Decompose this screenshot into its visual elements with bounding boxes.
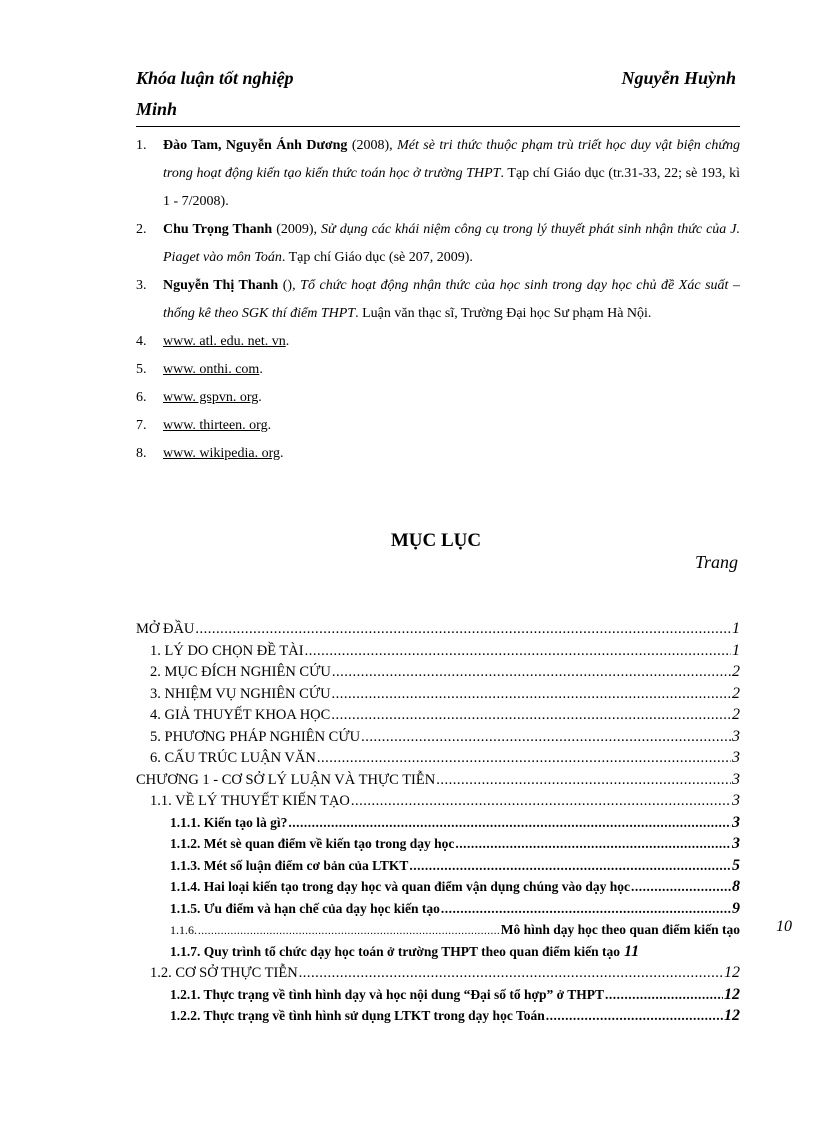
toc-entry[interactable]	[136, 769, 740, 791]
toc-entry[interactable]	[136, 941, 740, 963]
toc-entry[interactable]	[136, 919, 740, 941]
reference-punct: .	[259, 362, 263, 377]
reference-title: Sử dụng các khái niệm công cụ trong lý thuyết phát sinh nhận thức của J. Piaget vào môn Toán	[163, 222, 741, 265]
reference-item	[136, 132, 740, 216]
header-author-name-cont: Minh	[136, 99, 178, 119]
toc-entry-page: 3	[732, 813, 740, 831]
toc-entry[interactable]	[136, 790, 740, 812]
toc-entry-label: 1.1.2. Mét sè quan điểm về kiến tạo trong dạy học	[170, 836, 455, 851]
toc-entry[interactable]	[136, 984, 740, 1006]
toc-entry[interactable]	[136, 683, 740, 705]
toc-entry-label: 4. GIẢ THUYẾT KHOA HỌC	[150, 707, 331, 723]
toc-entry-label: 5. PHƯƠNG PHÁP NGHIÊN CỨU	[150, 728, 361, 745]
reference-item	[136, 440, 740, 468]
toc-entry-label: 1.1.4. Hai loại kiến tạo trong dạy học và quan điểm vận dụng chúng vào dạy học	[170, 879, 630, 894]
header-thesis-label: Khóa luận tốt nghiệp	[136, 68, 294, 88]
toc-entry-label: 1.2.2. Thực trạng về tình hình sử dụng LTKT trong dạy học Toán	[170, 1008, 545, 1023]
toc-leader	[331, 705, 731, 727]
toc-entry-label: MỞ ĐẦU	[136, 621, 195, 637]
toc-entry-page: 3	[732, 770, 740, 788]
toc-entry-page: 3	[732, 835, 740, 852]
toc-entry-page: 8	[732, 878, 740, 895]
toc-entry[interactable]	[136, 1005, 740, 1027]
toc-leader	[436, 770, 731, 792]
toc-leader	[332, 662, 731, 684]
reference-authors: Đào Tam, Nguyễn Ánh Dương	[163, 138, 348, 153]
toc-entry-page: 12	[724, 1007, 740, 1024]
toc-leader	[332, 684, 731, 706]
reference-punct: .	[280, 446, 284, 461]
toc-leader	[305, 641, 731, 663]
toc-page-column-label: Trang	[694, 552, 738, 572]
toc-leader	[605, 984, 723, 1006]
reference-item	[136, 384, 740, 412]
toc-entry-label: 1.1.7. Quy trình tổ chức dạy học toán ở trường THPT theo quan điểm kiến tạo	[170, 943, 620, 959]
toc-entry[interactable]	[136, 812, 740, 834]
reference-year: (2009),	[272, 222, 322, 237]
reference-authors: Nguyễn Thị Thanh	[163, 278, 279, 293]
toc-leader	[409, 855, 731, 877]
header-divider	[136, 126, 740, 127]
toc-entry-label: 1.2.1. Thực trạng về tình hình dạy và học nội dung “Đại số tổ hợp” ở THPT	[170, 986, 605, 1002]
reference-list	[136, 132, 740, 468]
table-of-contents	[136, 618, 740, 1027]
reference-number: 8.	[136, 446, 147, 461]
reference-item	[136, 412, 740, 440]
toc-entry[interactable]	[136, 640, 740, 662]
header-author-name: Nguyễn Huỳnh	[621, 68, 736, 88]
toc-entry-label: 1.1.1. Kiến tạo là gì?	[170, 814, 288, 830]
reference-authors: Chu Trọng Thanh	[163, 222, 273, 237]
toc-entry-label: 1.2. CƠ SỞ THỰC TIỄN	[150, 965, 298, 981]
toc-entry-page: 12	[724, 964, 740, 981]
toc-entry[interactable]	[136, 618, 740, 640]
reference-item	[136, 356, 740, 384]
toc-leader	[631, 876, 731, 898]
toc-entry[interactable]	[136, 962, 740, 984]
toc-entry-label: 3. NHIỆM VỤ NGHIÊN CỨU	[150, 685, 331, 702]
reference-number: 6.	[136, 390, 147, 405]
reference-source: . Luận văn thạc sĩ, Trường Đại học Sư phạm Hà Nội.	[355, 306, 652, 321]
reference-number: 4.	[136, 334, 147, 349]
toc-entry-label: 1.1.5. Ưu điểm và hạn chế của dạy học kiến tạo	[170, 900, 440, 916]
reference-link[interactable]: www. onthi. com	[163, 362, 260, 377]
toc-leader	[361, 727, 731, 749]
toc-leader	[546, 1005, 723, 1027]
toc-leader	[317, 748, 731, 770]
reference-number: 5.	[136, 362, 147, 377]
toc-leader	[198, 921, 500, 943]
toc-entry-page: 12	[724, 985, 740, 1003]
toc-entry[interactable]	[136, 855, 740, 877]
reference-title: Tổ chức hoạt động nhận thức của học sinh trong dạy học chủ đề Xác suất – thống kê theo SGK thí điểm THPT	[163, 278, 741, 321]
reference-title: Mét sè tri thức thuộc phạm trù triết học duy vật biện chứng trong hoạt động kiến tạo kiến thức toán học ở trường THPT	[163, 138, 741, 181]
toc-entry-page: 3	[732, 749, 740, 766]
toc-leader	[455, 833, 731, 855]
reference-number: 2.	[136, 222, 147, 237]
toc-leader	[351, 791, 731, 813]
toc-entry-page: 2	[732, 684, 740, 702]
toc-entry[interactable]	[136, 704, 740, 726]
reference-year: (2008),	[347, 138, 398, 153]
toc-entry-page: 9	[732, 899, 740, 917]
reference-number: 7.	[136, 418, 147, 433]
reference-link[interactable]: www. atl. edu. net. vn	[163, 334, 286, 349]
reference-item	[136, 328, 740, 356]
toc-entry-label: 1.1.6.	[170, 923, 197, 937]
reference-number: 3.	[136, 278, 147, 293]
toc-entry-page: 11	[623, 942, 640, 960]
reference-punct: .	[285, 334, 290, 349]
toc-entry[interactable]	[136, 898, 740, 920]
reference-year: (),	[278, 278, 301, 293]
reference-punct: .	[258, 390, 262, 405]
reference-item	[136, 216, 740, 272]
toc-entry-label: CHƯƠNG 1 - CƠ SỞ LÝ LUẬN VÀ THỰC TIỄN	[136, 771, 436, 788]
reference-source: . Tạp chí Giáo dục (tr.31-33, 22; sè 193, kì 1 - 7/2008).	[163, 166, 741, 209]
toc-entry-page: 5	[732, 856, 740, 874]
reference-item	[136, 272, 740, 328]
toc-entry[interactable]	[136, 833, 740, 855]
toc-title: MỤC LỤC	[390, 530, 482, 551]
toc-entry-label: 1. LÝ DO CHỌN ĐỀ TÀI	[150, 642, 304, 659]
toc-entry[interactable]	[136, 726, 740, 748]
toc-entry-page: 1	[732, 620, 740, 637]
toc-entry[interactable]	[136, 747, 740, 769]
toc-leader	[195, 619, 731, 641]
toc-entry-page: 1	[732, 641, 740, 659]
toc-leader	[299, 963, 723, 985]
toc-stray-page-number: 10	[776, 918, 792, 935]
reference-link[interactable]: www. gspvn. org	[163, 390, 259, 405]
reference-number: 1.	[136, 138, 147, 153]
toc-leader	[288, 812, 731, 834]
toc-entry-page: 3	[732, 792, 740, 809]
reference-link[interactable]: www. thirteen. org	[163, 418, 268, 433]
toc-entry-label: 1.1.3. Mét số luận điểm cơ bản của LTKT	[170, 857, 409, 873]
toc-entry[interactable]	[136, 876, 740, 898]
reference-punct: .	[267, 418, 272, 433]
toc-entry-page: 2	[732, 706, 740, 723]
toc-entry[interactable]	[136, 661, 740, 683]
toc-entry-label: 1.1. VỀ LÝ THUYẾT KIẾN TẠO	[150, 793, 350, 809]
toc-entry-label: 6. CẤU TRÚC LUẬN VĂN	[150, 750, 316, 766]
toc-entry-label: 2. MỤC ĐÍCH NGHIÊN CỨU	[150, 664, 331, 680]
reference-source: . Tạp chí Giáo dục (sè 207, 2009).	[281, 250, 473, 265]
toc-entry-label-continued: Mô hình dạy học theo quan điểm kiến tạo	[500, 922, 740, 937]
toc-leader	[441, 898, 731, 920]
toc-entry-page: 2	[732, 663, 740, 680]
toc-entry-page: 3	[732, 727, 740, 745]
reference-link[interactable]: www. wikipedia. org	[163, 446, 281, 461]
